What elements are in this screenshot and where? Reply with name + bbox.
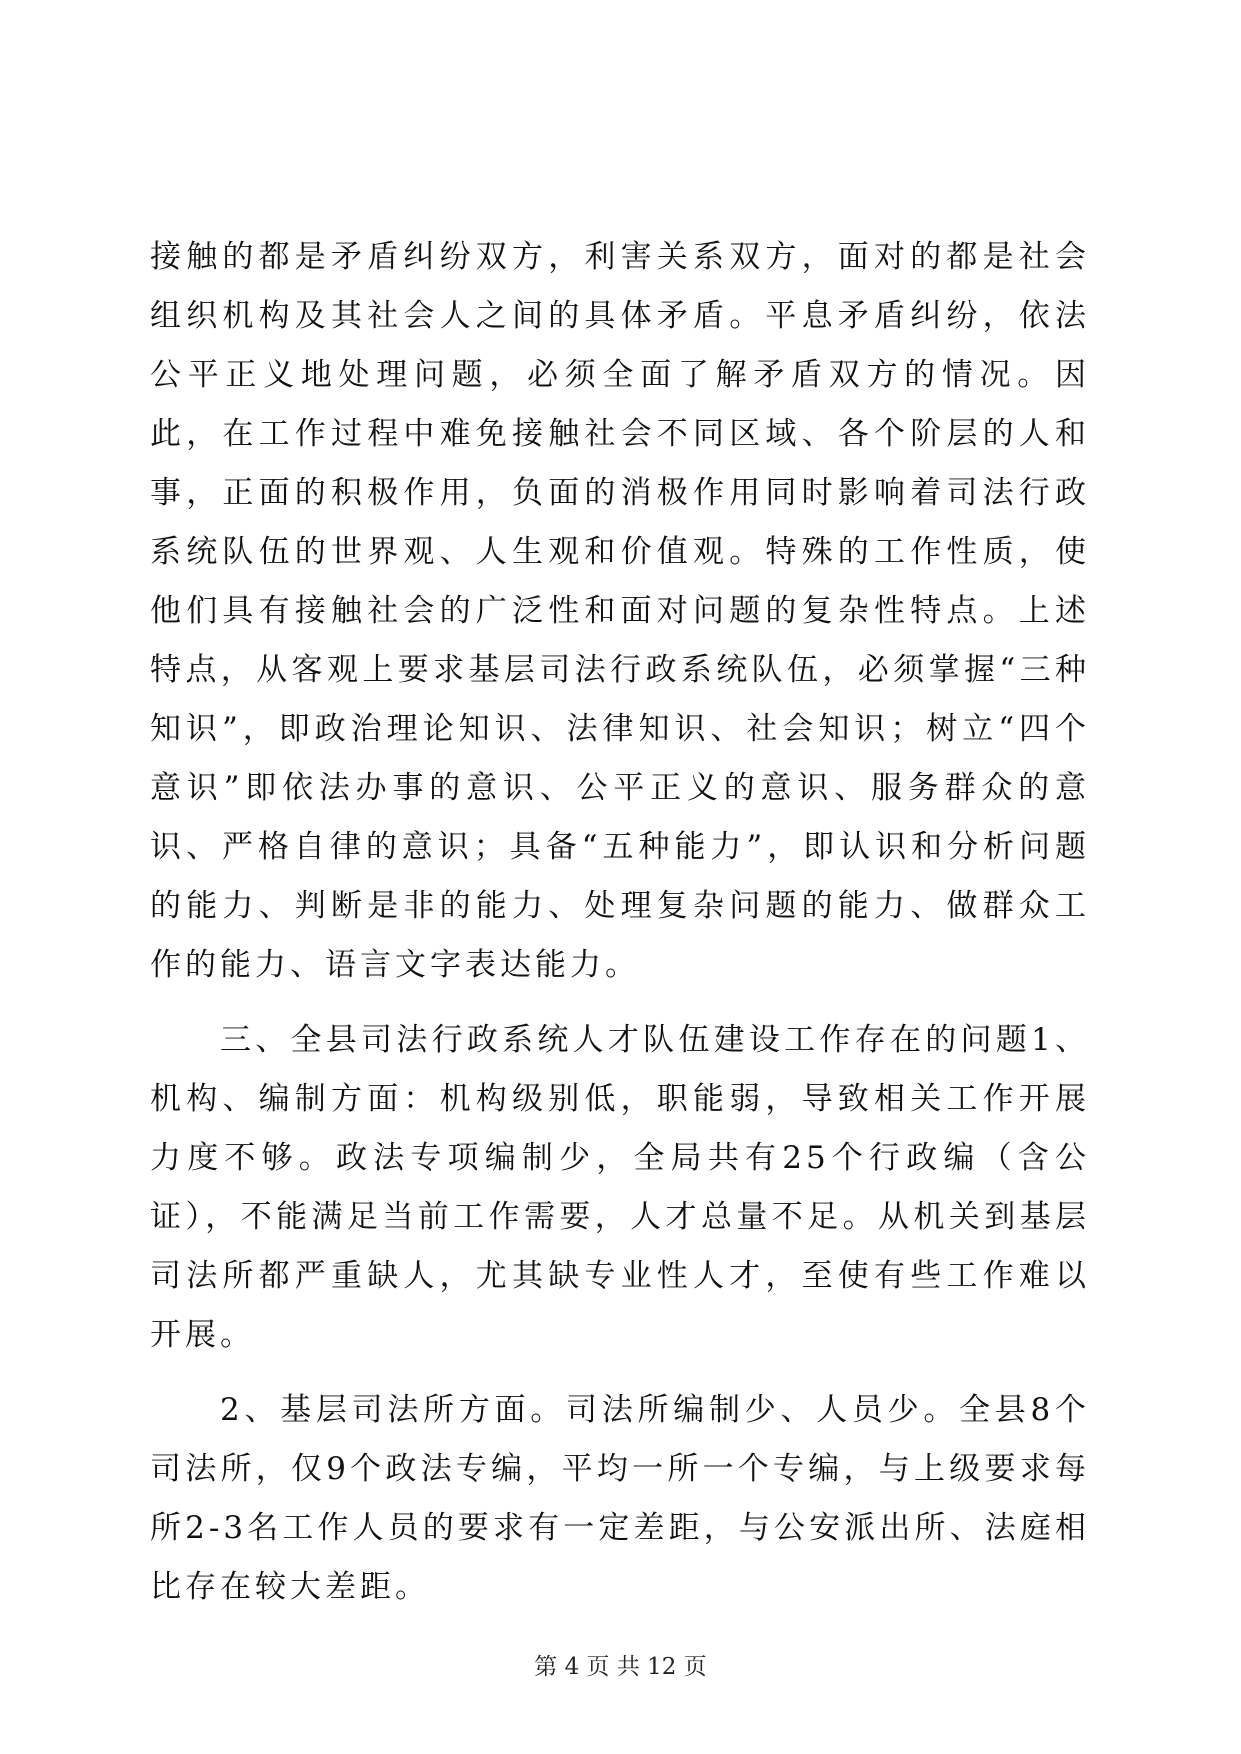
paragraph-2: 三、全县司法行政系统人才队伍建设工作存在的问题1、机构、编制方面：机构级别低，职能弱，导致相关工作开展力度不够。政法专项编制少，全局共有25个行政编（含公证），不能满足当前工作需要，人才总量不足。从机关到基层司法所都严重缺人，尤其缺专业性人才，至使有些工作难以开展。 <box>150 1022 1090 1353</box>
paragraph-1: 接触的都是矛盾纠纷双方，利害关系双方，面对的都是社会组织机构及其社会人之间的具体矛盾。平息矛盾纠纷，依法公平正义地处理问题，必须全面了解矛盾双方的情况。因此，在工作过程中难免接触社会不同区域、各个阶层的人和事，正面的积极作用，负面的消极作用同时影响着司法行政系统队伍的世界观、人生观和价值观。特殊的工作性质，使他们具有接触社会的广泛性和面对问题的复杂性特点。上述特点，从客观上要求基层司法行政系统队伍，必须掌握“三种知识”，即政治理论知识、法律知识、社会知识；树立“四个意识”即依法办事的意识、公平正义的意识、服务群众的意识、严格自律的意识；具备“五种能力”，即认识和分析问题的能力、判断是非的能力、处理复杂问题的能力、做群众工作的能力、语言文字表达能力。 <box>150 239 1090 983</box>
page-footer: 第 4 页 共 12 页 <box>534 1654 707 1680</box>
document-body <box>150 228 1090 1617</box>
paragraph-3: 2、基层司法所方面。司法所编制少、人员少。全县8个司法所，仅9个政法专编，平均一所一个专编，与上级要求每所2-3名工作人员的要求有一定差距，与公安派出所、法庭相比存在较大差距。 <box>150 1392 1090 1605</box>
